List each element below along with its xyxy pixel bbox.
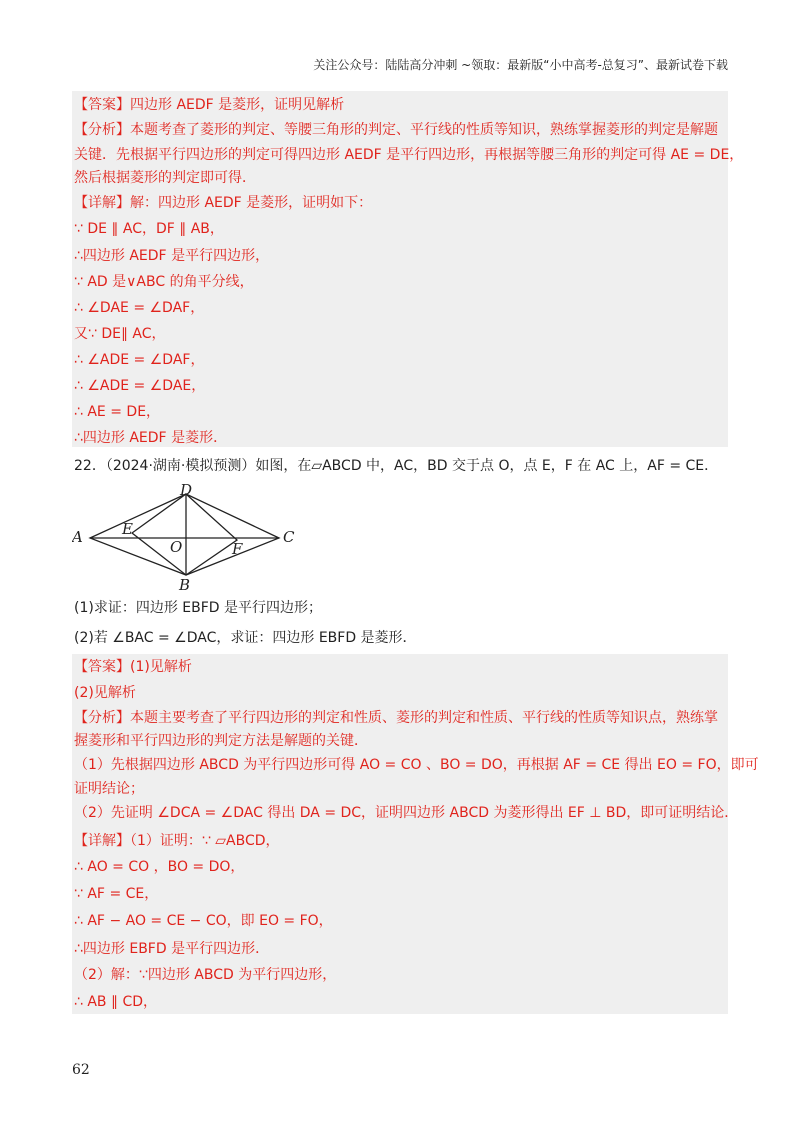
proof-step: ∴ AB ∥ CD， bbox=[74, 994, 157, 1010]
proof-step: ∴ ∠ADE = ∠DAF， bbox=[74, 352, 205, 368]
proof-step: ∴ ∠ADE = ∠DAE， bbox=[74, 378, 206, 394]
proof-step: ∴四边形 AEDF 是菱形． bbox=[74, 430, 228, 446]
label-D: D bbox=[180, 481, 193, 499]
page-header: 关注公众号：陆陆高分冲刺 ~领取：最新版“小中高考-总复习”、最新试卷下载 bbox=[313, 58, 728, 72]
proof-step: （2）解：∵四边形 ABCD 为平行四边形， bbox=[74, 967, 337, 983]
page-number: 62 bbox=[72, 1062, 90, 1078]
proof-step: ∴ AO = CO ，BO = DO， bbox=[74, 859, 245, 875]
label-A: A bbox=[72, 528, 83, 546]
answer-line: 【答案】(1)见解析 bbox=[74, 659, 192, 675]
proof-step: ∴四边形 AEDF 是平行四边形， bbox=[74, 248, 270, 264]
proof-step: ∴ ∠DAE = ∠DAF， bbox=[74, 300, 205, 316]
answer-line: 【答案】四边形 AEDF 是菱形，证明见解析 bbox=[74, 97, 345, 113]
analysis-line: 【分析】本题主要考查了平行四边形的判定和性质、菱形的判定和性质、平行线的性质等知识点，熟练掌 bbox=[74, 710, 718, 726]
label-B: B bbox=[179, 576, 191, 593]
detail-line: 【详解】（1）证明：∵ ▱ABCD， bbox=[74, 833, 280, 849]
answer-line: (2)见解析 bbox=[74, 685, 136, 701]
question-stem: 22．（2024·湖南·模拟预测）如图，在▱ABCD 中，AC，BD 交于点 O，点 E，F 在 AC 上，AF = CE． bbox=[74, 458, 719, 474]
detail-line: 【详解】解：四边形 AEDF 是菱形，证明如下： bbox=[74, 195, 373, 211]
proof-step: ∴四边形 EBFD 是平行四边形． bbox=[74, 941, 270, 957]
figure-lines bbox=[90, 494, 279, 575]
question-part-1: (1)求证：四边形 EBFD 是平行四边形； bbox=[74, 600, 323, 616]
label-O: O bbox=[170, 538, 183, 556]
analysis-line: （1）先根据四边形 ABCD 为平行四边形可得 AO = CO 、BO = DO，再根据 AF = CE 得出 EO = FO，即可 bbox=[74, 757, 759, 773]
question-part-2: (2)若 ∠BAC = ∠DAC，求证：四边形 EBFD 是菱形． bbox=[74, 630, 417, 646]
label-E: E bbox=[122, 520, 133, 538]
proof-step: ∴ AF − AO = CE − CO，即 EO = FO， bbox=[74, 913, 333, 929]
proof-step: ∵ AF = CE， bbox=[74, 886, 159, 902]
proof-step: ∴ AE = DE， bbox=[74, 404, 161, 420]
analysis-line: 然后根据菱形的判定即可得． bbox=[74, 170, 256, 186]
analysis-line: （2）先证明 ∠DCA = ∠DAC 得出 DA = DC，证明四边形 ABCD 为菱形得出 EF ⊥ BD，即可证明结论． bbox=[74, 805, 739, 821]
label-F: F bbox=[232, 540, 243, 558]
proof-step: ∵ DE ∥ AC，DF ∥ AB， bbox=[74, 221, 224, 237]
analysis-line: 证明结论； bbox=[74, 781, 144, 797]
analysis-line: 关键．先根据平行四边形的判定可得四边形 AEDF 是平行四边形，再根据等腰三角形的判定可得 AE = DE， bbox=[74, 147, 744, 163]
label-C: C bbox=[283, 528, 295, 546]
analysis-line: 【分析】本题考查了菱形的判定、等腰三角形的判定、平行线的性质等知识，熟练掌握菱形的判定是解题 bbox=[74, 122, 718, 138]
parallelogram-figure bbox=[72, 478, 312, 593]
proof-step: ∵ AD 是∨ABC 的角平分线， bbox=[74, 274, 254, 290]
analysis-line: 握菱形和平行四边形的判定方法是解题的关键． bbox=[74, 733, 368, 749]
proof-step: 又∵ DE∥ AC， bbox=[74, 326, 166, 342]
